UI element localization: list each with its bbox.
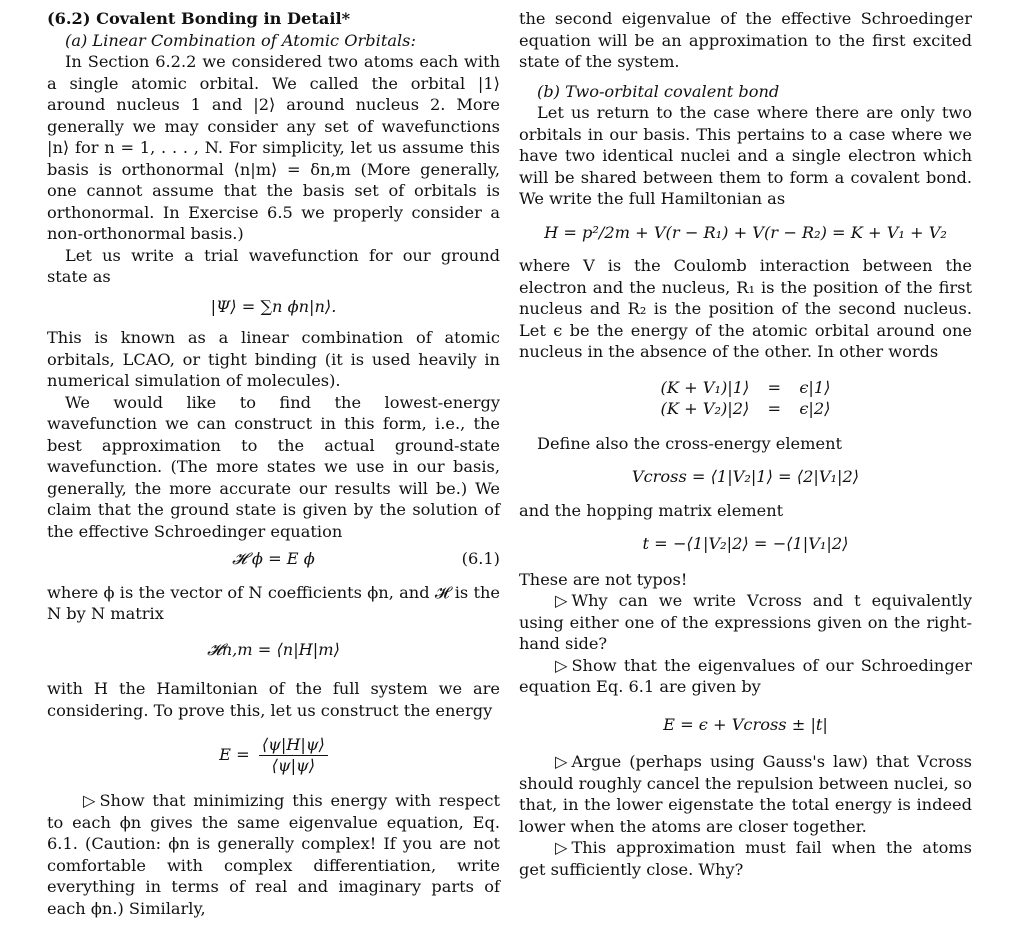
right-column <box>519 8 972 880</box>
atomic-eq-2-rel: = <box>767 398 782 418</box>
equation-atomic-orbitals <box>655 377 837 419</box>
exercise-minimize-energy <box>47 790 500 919</box>
energy-fraction <box>259 735 328 776</box>
paragraph-trial-wavefunction: Let us write a trial wavefunction for our ground state as <box>47 245 500 286</box>
energy-numerator: ⟨ψ|H|ψ⟩ <box>259 735 328 756</box>
triangle-marker-icon: ▷ <box>83 791 96 810</box>
exercise-approximation-fails-text: This approximation must fail when the atoms get sufficiently close. Why? <box>519 838 972 879</box>
paragraph-construct-energy: with H the Hamiltonian of the full system we are considering. To prove this, let us construct the energy <box>47 679 500 720</box>
paragraph-not-typos: These are not typos! <box>519 569 688 589</box>
equation-eigenvalues: E = ϵ + Vcross ± |t| <box>663 714 828 734</box>
triangle-marker-icon: ▷ <box>555 591 568 610</box>
exercise-why-equivalent-text: Why can we write Vcross and t equivalently using either one of the expressions given on the right-hand side? <box>519 591 972 653</box>
subsection-a-heading: (a) Linear Combination of Atomic Orbitals: <box>65 30 416 50</box>
paragraph-two-orbitals: Let us return to the case where there are only two orbitals in our basis. This pertains to a case where we have two identical nuclei and a single electron which will be shared between them to form a covalent bond. We write the full Hamiltonian as <box>519 103 972 208</box>
equation-full-hamiltonian: H = p²/2m + V(r − R₁) + V(r − R₂) = K + V₁ + V₂ <box>544 222 947 242</box>
exercise-gauss-law <box>519 751 972 837</box>
paragraph-lowest-energy: We would like to find the lowest-energy wavefunction we can construct in this form, i.e., the best approximation to the actual ground-state wavefunction. (The more states we use in our basis, generally, the more accurate our results will be.) We claim that the ground state is given by the solution of the effective Schroedinger equation <box>47 392 500 541</box>
equation-6-1-body: 𝓗 ϕ = E ϕ <box>232 549 315 568</box>
left-column <box>47 8 500 919</box>
equation-trial-wavefunction: |Ψ⟩ = ∑n ϕn|n⟩. <box>210 296 337 316</box>
energy-denominator: ⟨ψ|ψ⟩ <box>271 756 316 775</box>
atomic-eq-2-lhs: (K + V₂)|2⟩ <box>660 398 750 418</box>
atomic-eq-1-lhs: (K + V₁)|1⟩ <box>660 377 750 397</box>
paragraph-lcao: This is known as a linear combination of atomic orbitals, LCAO, or tight binding (it is used heavily in numerical simulation of molecules). <box>47 328 500 390</box>
exercise-why-equivalent <box>519 590 972 655</box>
triangle-marker-icon: ▷ <box>555 838 568 857</box>
triangle-marker-icon: ▷ <box>555 752 568 771</box>
energy-lhs: E = <box>219 745 250 764</box>
paragraph-hopping: and the hopping matrix element <box>519 500 784 520</box>
paragraph-coulomb: where V is the Coulomb interaction between the electron and the nucleus, R₁ is the position of the first nucleus and R₂ is the position of the second nucleus. Let ϵ be the energy of the atomic orbital around one nucleus in the absence of the other. In other words <box>519 256 972 361</box>
equation-number: (6.1) <box>461 549 500 568</box>
atomic-eq-1-rhs: ϵ|1⟩ <box>799 377 831 397</box>
equation-hopping: t = −⟨1|V₂|2⟩ = −⟨1|V₁|2⟩ <box>642 534 849 553</box>
exercise-approximation-fails <box>519 837 972 880</box>
equation-vcross: Vcross = ⟨1|V₂|1⟩ = ⟨2|V₁|2⟩ <box>631 467 860 486</box>
exercise-show-eigenvalues <box>519 655 972 698</box>
paragraph-coefficients: where ϕ is the vector of N coefficients ϕn, and 𝓗 is the N by N matrix <box>47 582 500 623</box>
paragraph-second-eigenvalue: the second eigenvalue of the effective Schroedinger equation will be an approximation to the first excited state of the system. <box>519 9 972 71</box>
triangle-marker-icon: ▷ <box>555 655 568 675</box>
atomic-eq-2-rhs: ϵ|2⟩ <box>799 398 831 418</box>
equation-6-1 <box>47 548 500 570</box>
exercise-gauss-law-text: Argue (perhaps using Gauss's law) that Vcross should roughly cancel the repulsion between nuclei, so that, in the lower eigenstate the total energy is indeed lower when the atoms are closer together. <box>519 752 972 836</box>
equation-matrix-element: 𝓗n,m = ⟨n|H|m⟩ <box>207 639 340 659</box>
paragraph-orbitals-intro: In Section 6.2.2 we considered two atoms each with a single atomic orbital. We called the orbital |1⟩ around nucleus 1 and |2⟩ around nucleus 2. More generally we may consider any set of wavefunctions |n⟩ for n = 1, . . . , N. For simplicity, let us assume this basis is orthonormal ⟨n|m⟩ = δn,m (More generally, one cannot assume that the basis set of orbitals is orthonormal. In Exercise 6.5 we properly consider a non-orthonormal basis.) <box>47 52 500 243</box>
equation-energy-functional <box>47 735 500 776</box>
section-heading: (6.2) Covalent Bonding in Detail* <box>47 9 351 28</box>
atomic-eq-1-rel: = <box>767 377 782 397</box>
atomic-eq-row-2 <box>655 398 837 419</box>
paragraph-cross-energy: Define also the cross-energy element <box>537 433 842 453</box>
subsection-b-heading: (b) Two-orbital covalent bond <box>537 81 780 101</box>
exercise-show-eigenvalues-text: Show that the eigenvalues of our Schroedinger equation Eq. 6.1 are given by <box>519 655 972 696</box>
atomic-eq-row-1 <box>655 377 837 398</box>
exercise-minimize-text: Show that minimizing this energy with respect to each ϕn gives the same eigenvalue equation, Eq. 6.1. (Caution: ϕn is generally complex! If you are not comfortable with complex differentiation, write everything in terms of real and imaginary parts of each ϕn.) Similarly, <box>47 791 500 918</box>
